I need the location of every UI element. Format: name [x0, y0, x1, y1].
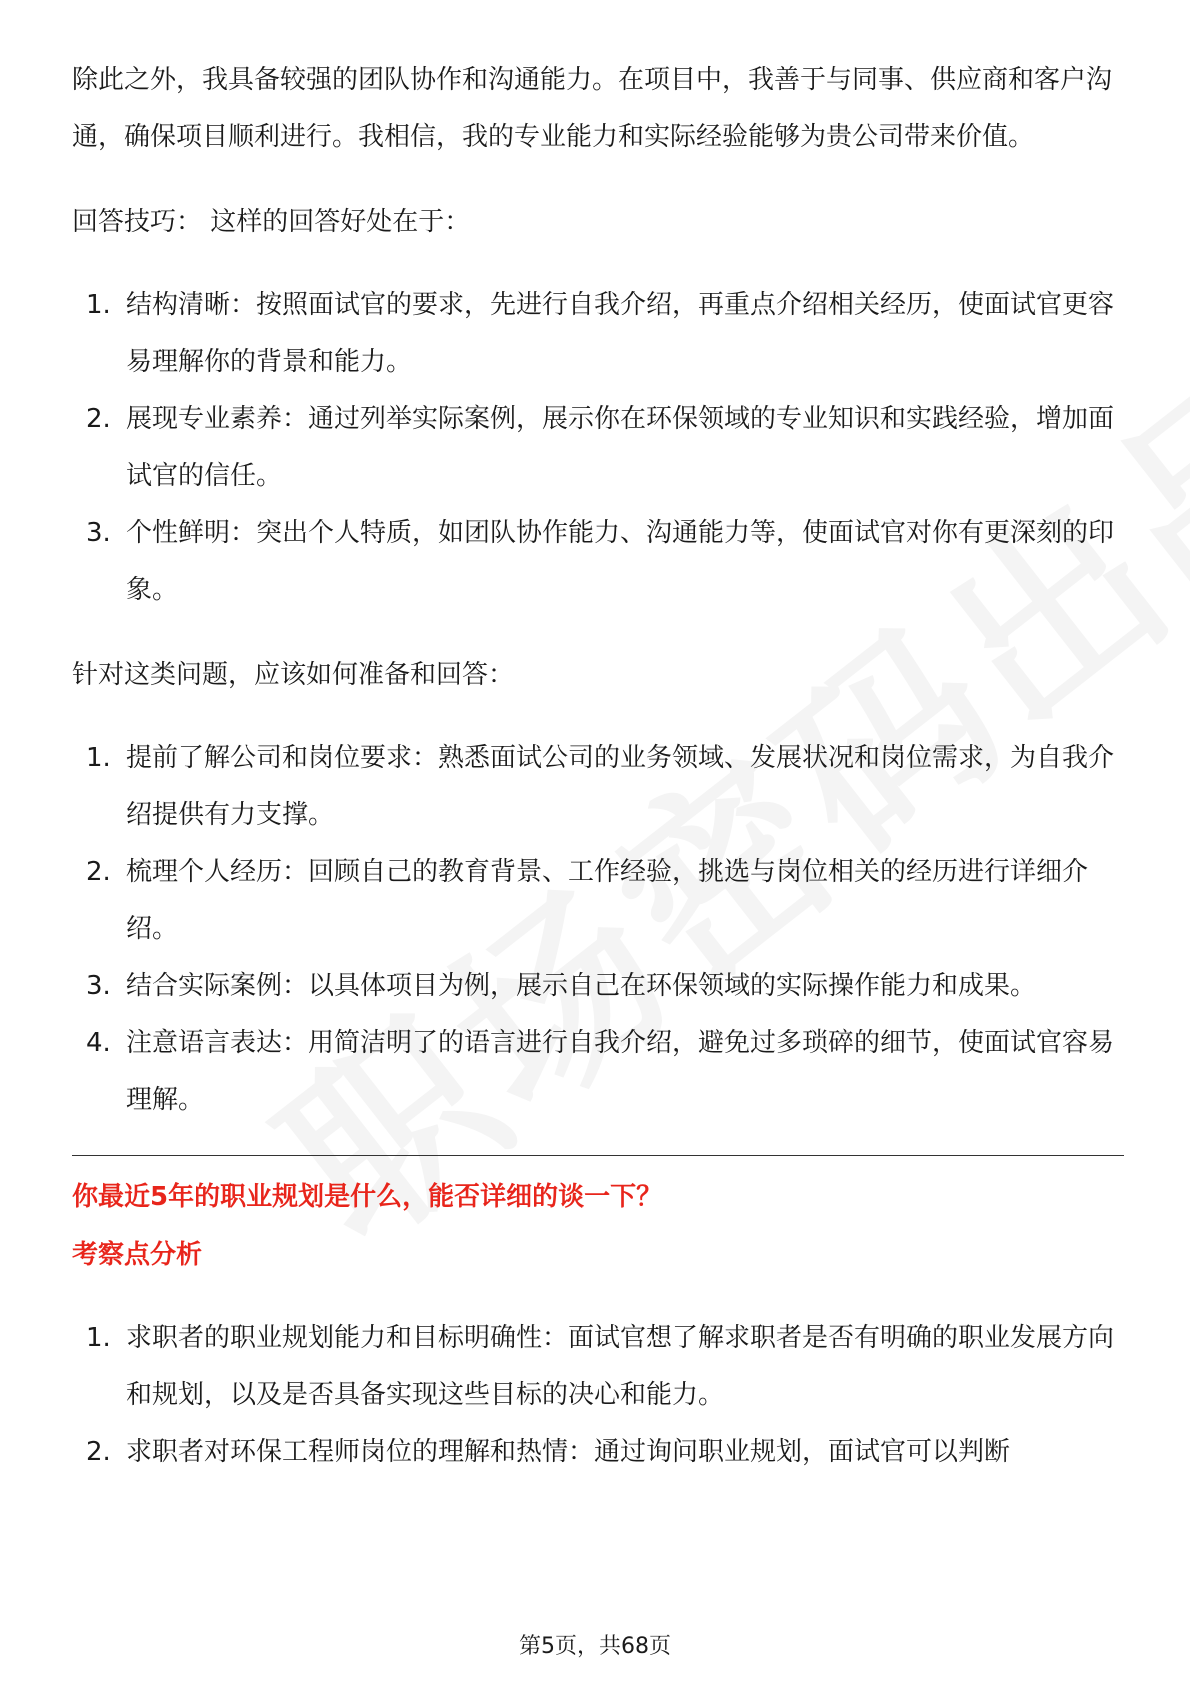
analysis-list: [72, 1310, 1124, 1481]
list-number: 2.: [86, 1437, 111, 1467]
list-item: [72, 730, 1124, 844]
analysis-heading: 考察点分析: [72, 1240, 203, 1270]
list-item: [72, 958, 1124, 1015]
prep-list: [72, 730, 1124, 1129]
list-item-text: 求职者的职业规划能力和目标明确性：面试官想了解求职者是否有明确的职业发展方向和规划，以及是否具备实现这些目标的决心和能力。: [126, 1323, 1115, 1410]
tips-label: 回答技巧： 这样的回答好处在于：: [72, 207, 471, 237]
list-number: 1.: [86, 1323, 111, 1353]
document-page: [72, 52, 1124, 1481]
tips-list: [72, 277, 1124, 619]
list-item-text: 结合实际案例：以具体项目为例，展示自己在环保领域的实际操作能力和成果。: [126, 971, 1037, 1001]
list-item-text: 梳理个人经历：回顾自己的教育背景、工作经验，挑选与岗位相关的经历进行详细介绍。: [126, 857, 1089, 944]
question-heading: 你最近5年的职业规划是什么，能否详细的谈一下？: [72, 1182, 663, 1212]
intro-paragraph: 除此之外，我具备较强的团队协作和沟通能力。在项目中，我善于与同事、供应商和客户沟通，确保项目顺利进行。我相信，我的专业能力和实际经验能够为贵公司带来价值。: [72, 65, 1113, 152]
list-item: [72, 844, 1124, 958]
list-item: [72, 1424, 1124, 1481]
page-footer: 第5页，共68页: [519, 1634, 671, 1659]
list-item-text: 注意语言表达：用简洁明了的语言进行自我介绍，避免过多琐碎的细节，使面试官容易理解。: [126, 1028, 1115, 1115]
list-number: 1.: [86, 290, 111, 320]
list-item-text: 结构清晰：按照面试官的要求，先进行自我介绍，再重点介绍相关经历，使面试官更容易理解你的背景和能力。: [126, 290, 1115, 377]
list-number: 4.: [86, 1028, 111, 1058]
list-number: 2.: [86, 857, 111, 887]
list-item-text: 展现专业素养：通过列举实际案例，展示你在环保领域的专业知识和实践经验，增加面试官的信任。: [126, 404, 1115, 491]
list-number: 1.: [86, 743, 111, 773]
list-item: [72, 1015, 1124, 1129]
list-item-text: 求职者对环保工程师岗位的理解和热情：通过询问职业规划，面试官可以判断: [126, 1437, 1011, 1467]
list-item-text: 提前了解公司和岗位要求：熟悉面试公司的业务领域、发展状况和岗位需求，为自我介绍提供有力支撑。: [126, 743, 1115, 830]
list-item-text: 个性鲜明：突出个人特质，如团队协作能力、沟通能力等，使面试官对你有更深刻的印象。: [126, 518, 1115, 605]
list-item: [72, 391, 1124, 505]
list-item: [72, 277, 1124, 391]
list-number: 3.: [86, 971, 111, 1001]
list-item: [72, 505, 1124, 619]
list-number: 2.: [86, 404, 111, 434]
list-number: 3.: [86, 518, 111, 548]
list-item: [72, 1310, 1124, 1424]
prep-label: 针对这类问题，应该如何准备和回答：: [72, 660, 515, 690]
section-divider: [72, 1155, 1124, 1156]
